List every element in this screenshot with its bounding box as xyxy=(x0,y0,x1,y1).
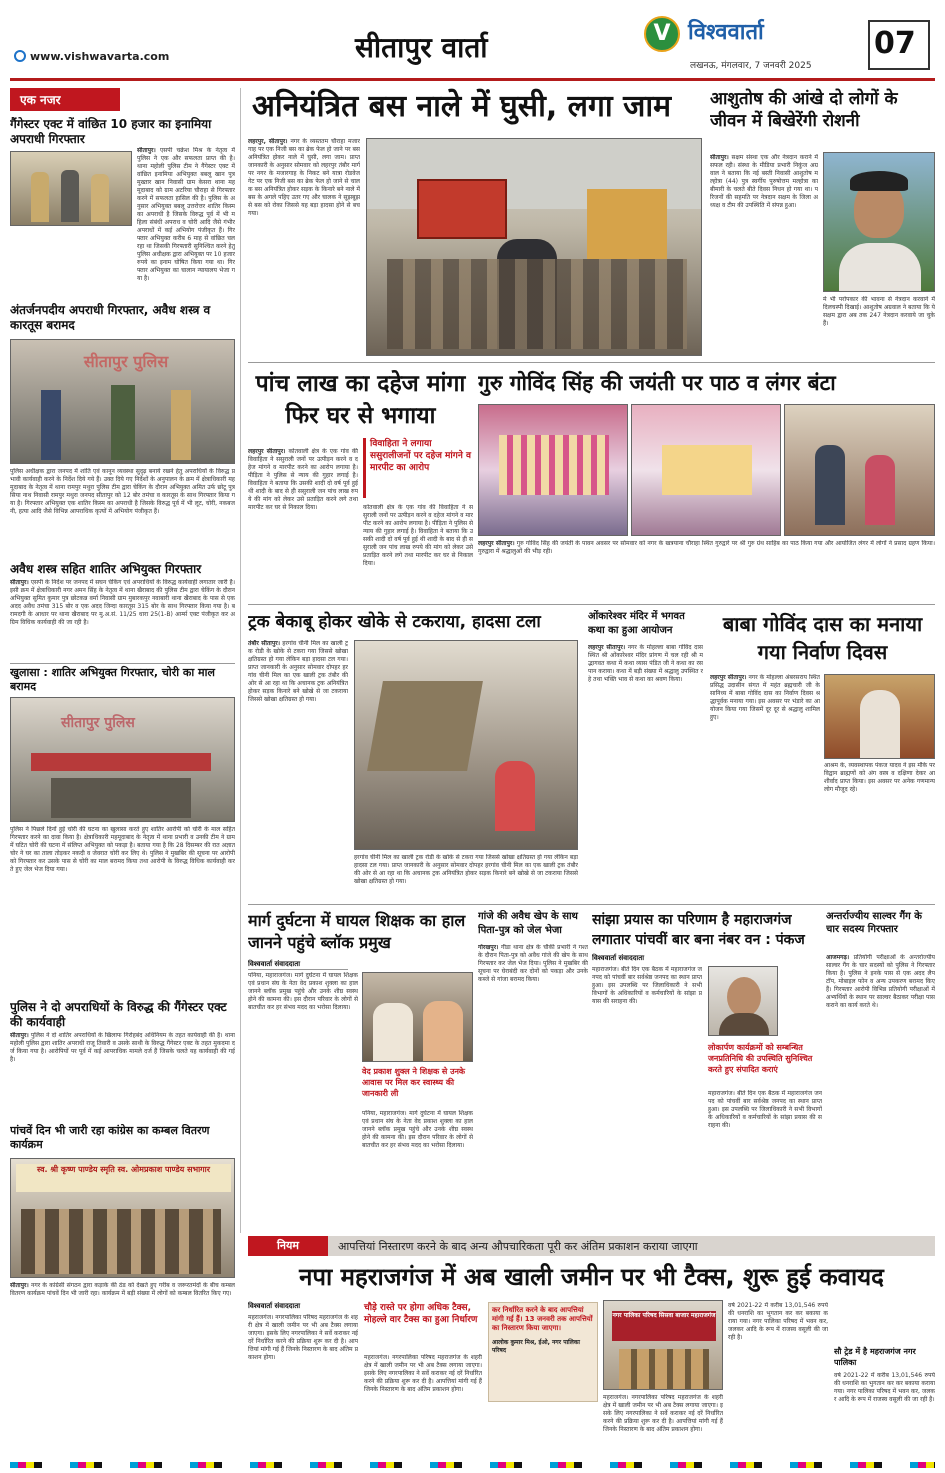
bus-story xyxy=(248,88,703,358)
omkar-story xyxy=(588,610,703,900)
dowry-body-cont: कोतवाली क्षेत्र के एक गांव की विवाहिता ने ससुराली जनों पर उत्पीड़न करने व दहेज मांगने व मारपीट करने का आरोप लगाया है। पीड़िता ने पुलिस से न्याय की गुहार लगाई है। विवाहिता ने बताया कि उसकी शादी दो वर्ष पूर्व हुई थी शादी के बाद से ही ससुराली जन पांच लाख रुपये की मांग को लेकर उसे प्रताड़ित करने लगे तथा मारपीट कर घर से निकाल दिया। xyxy=(363,504,473,567)
section-title: सीतापुर वार्ता xyxy=(355,31,488,64)
teacher-body: पनिया, महाराजगंज। मार्ग दुर्घटना में घायल शिक्षक एवं प्रधान संघ के नेता वेद प्रकाश शुक्ला का हाल जानने ब्लॉक प्रमुख पहुंचे और उनके शीघ्र स्वस्थ होने की कामना की। इस दौरान परिवार के लोगों से बातचीत कर हर संभव मदद का भरोसा दिलाया। xyxy=(248,972,358,1011)
omkar-headline: ओंकारेश्वर मंदिर में भगवत कथा का हुआ आयोजन xyxy=(588,611,685,636)
bus-photo xyxy=(366,138,702,356)
ashu-body: सीतापुर। सक्षम संस्था एक और नेत्रदान कराने में सफल रही। संस्था के मीडिया प्रभारी निकुंज अग्रवाल ने बताया कि नई बस्ती निवासी आशुतोष मल्होत्रा (44) पुत्र स्वर्गीय पुरुषोत्तम मल्होत्रा का बीमारी के चलते बीते दिवस निधन हो गया था। परिजनों की सहमति पर नेत्रदान सक्षम के जिला अध्यक्ष व टीम की उपस्थिति में संपन्न हुआ। xyxy=(710,154,818,209)
url-text: www.vishwavarta.com xyxy=(30,50,170,63)
guru-photo-3 xyxy=(784,404,935,536)
sanjha-body: महाराजगंज। बीते दिन एक बैठक में महाराजगंज जनपद को पांचवीं बार सर्वश्रेष्ठ जनपद का स्थान प्राप्त हुआ। इस उपलब्धि पर जिलाधिकारी ने सभी विभागों के अधिकारियों व कर्मचारियों के सांझा प्रयास की सराहना की। xyxy=(592,966,702,1005)
s2-headline: अंतर्जनपदीय अपराधी गिरफ्तार, अवैध शस्त्र व कारतूस बरामद xyxy=(10,303,211,332)
s4-photo xyxy=(10,697,235,822)
s1-photo xyxy=(10,151,132,226)
teacher-story xyxy=(248,910,473,1232)
s5-body: सीतापुर। पुलिस ने दो शातिर अपराधियों के खिलाफ गिरोहबंद अधिनियम के तहत कार्यवाही की है। थाना महोली पुलिस द्वारा शातिर अपराधी राजू तिवारी व उसके साथी के विरुद्ध गैंगेस्टर एक्ट के तहत मुकदमा दर्ज किया गया है। आरोपियों पर पूर्व में कई आपराधिक मामले दर्ज हैं जिसके चलते यह कार्यवाही की गई है। xyxy=(10,1032,235,1063)
page-number: 07 xyxy=(874,26,916,61)
sanjha-quote: लोकार्पण कार्यक्रमों को सम्बन्धित जनप्रतिनिधि की उपस्थिति सुनिश्चित करते हुए संपादित कराएं xyxy=(708,1043,813,1074)
baba-body2: आश्रम के, व्यवस्थापक पंकज यादव ने इस मौके पर विद्वान ब्राह्मणों को अंग वस्त्र व दक्षिणा देकर आशीर्वाद प्राप्त किया। इस अवसर पर अनेक गणमान्य लोग मौजूद रहे। xyxy=(824,762,935,793)
bus-headline: अनियंत्रित बस नाले में घुसी, लगा जाम xyxy=(252,89,672,124)
website-url[interactable] xyxy=(14,50,169,63)
teacher-photo xyxy=(362,972,473,1062)
s6-body: सीतापुर। नगर के कांग्रेसी संगठन द्वारा कड़ाके की ठंड को देखते हुए गरीब व जरूरतमंदों के बीच कम्बल वितरण कार्यक्रम पांचवें दिन भी जारी रहा। कार्यक्रम में बड़ी संख्या में लोगों को कम्बल वितरित किए गए। xyxy=(10,1282,235,1297)
tax-side-headline: सौ ट्रेड में है महराजगंज नगर पालिका xyxy=(834,1347,916,1367)
masthead-rule xyxy=(10,78,935,81)
ashu-portrait xyxy=(823,152,935,292)
dowry-quote xyxy=(363,438,473,498)
tax-tag: नियम xyxy=(248,1236,328,1256)
s2-banner-watermark: सीतापुर पुलिस xyxy=(83,352,169,371)
baba-body: लहरपुर सीतापुर। नगर के मोहल्ला अंबरसराय स्थित प्रसिद्ध उदासीन संगत में महंत ब्रह्मचारी जी के सानिध्य में बाबा गोविंद दास का निर्वाण दिवस श्रद्धापूर्वक मनाया गया। इस अवसर पर भंडारे का आयोजन किया गया जिसमें दूर दूर से श्रद्धालु शामिल हुए। xyxy=(710,674,820,721)
ganja-headline: गांजे की अवैध खेप के साथ पिता-पुत्र को जेल भेजा xyxy=(478,911,578,936)
s6-headline: पांचवें दिन भी जारी रहा कांग्रेस का कम्बल वितरण कार्यक्रम xyxy=(10,1124,210,1151)
truck-headline: ट्रक बेकाबू होकर खोके से टकराया, हादसा टला xyxy=(248,612,541,632)
masthead xyxy=(0,0,945,80)
tax-building-board: नगर पालिका परिषद सिसवा बाजार महाराजगंज xyxy=(612,1311,716,1341)
s5-headline: पुलिस ने दो अपराधियों के विरुद्ध की गैंगेस्टर एक्ट की कार्यवाही xyxy=(10,1000,227,1029)
truck-photo xyxy=(354,640,578,850)
ashutosh-story xyxy=(710,88,935,358)
teacher-body-cont: पनिया, महाराजगंज। मार्ग दुर्घटना में घायल शिक्षक एवं प्रधान संघ के नेता वेद प्रकाश शुक्ला का हाल जानने ब्लॉक प्रमुख पहुंचे और उनके शीघ्र स्वस्थ होने की कामना की। इस दौरान परिवार के लोगों से बातचीत कर हर संभव मदद का भरोसा दिलाया। xyxy=(362,1110,473,1149)
brand-logo-icon: V xyxy=(644,16,680,52)
tax-signature: आलोक कुमार मिश्र, ईओ, नगर पालिका परिषद xyxy=(492,1339,580,1354)
dowry-quote-text: विवाहिता ने लगाया ससुरालीजनों पर दहेज मांगने व मारपीट का आरोप xyxy=(370,439,471,473)
s6-banner-text: स्व. श्री कृष्ण पाण्डेय स्मृति स्व. ओमप्रकाश पाण्डेय सभागार xyxy=(16,1164,231,1192)
tax-kicker-bar xyxy=(248,1236,935,1256)
tax-body-2: महराजगंज। नगरपालिका परिषद महराजगंज के शहरी क्षेत्र में खाली जमीन पर भी अब टैक्स लगाया जाएगा। इसके लिए नगरपालिका ने सर्वे कराकर नई दरें निर्धारित करने की प्रक्रिया शुरू कर दी है। आपत्तियां मांगी गई हैं जिनके निस्तारण के बाद अंतिम प्रकाशन होगा। xyxy=(603,1394,723,1433)
dowry-story xyxy=(248,368,473,600)
tax-body-3: वर्ष 2021-22 में करीब 13,01,546 रुपये की धनराशि का भुगतान कर कर बकाया कराया गया। नगर पालिका परिषद में भवन कर, जलकर आदि के रूप में राजस्व वसूली की जा रही है। xyxy=(728,1302,828,1341)
guru-headline: गुरु गोविंद सिंह की जयंती पर पाठ व लंगर बंटा xyxy=(478,371,836,395)
tax-body-cont: महराजगंज। नगरपालिका परिषद महराजगंज के शहरी क्षेत्र में खाली जमीन पर भी अब टैक्स लगाया जाएगा। इसके लिए नगरपालिका ने सर्वे कराकर नई दरें निर्धारित करने की प्रक्रिया शुरू कर दी है। आपत्तियां मांगी गई हैं जिनके निस्तारण के बाद अंतिम प्रकाशन होगा। xyxy=(364,1354,482,1393)
teacher-caption: वेद प्रकाश शुक्ल ने शिक्षक से उनके आवास पर मिल कर स्वास्थ्य की जानकारी ली xyxy=(362,1067,466,1098)
guru-body: लहरपुर सीतापुर। गुरु गोविंद सिंह की जयंती के पावन अवसर पर सोमवार को नगर के खत्रयाना चौराहा स्थित गुरुद्वारे पर श्री गुरु ग्रंथ साहिब का पाठ किया गया और आयोजित लंगर में लोगों ने प्रसाद ग्रहण किया। गुरुद्वारा में श्रद्धालुओं की भीड़ रही। xyxy=(478,540,935,555)
s4-caption: खुलासा : शातिर अभियुक्त गिरफ्तार, चोरी का माल बरामद xyxy=(10,663,235,693)
rule xyxy=(248,604,935,605)
tax-body-4: वर्ष 2021-22 में करीब 13,01,546 रुपये की धनराशि का भुगतान कर कर बकाया कराया गया। नगर पालिका परिषद में भवन कर, जलकर आदि के रूप में राजस्व वसूली की जा रही है। xyxy=(834,1372,935,1403)
ie-logo-icon xyxy=(14,50,26,62)
truck-body: तंबौर सीतापुर। हरगांव चीनी मिल का खाली ट्रक रोडी के खोके से टकरा गया जिससे खोखा क्षतिग्रस्त हो गया लेकिन बड़ा हादसा टल गया। प्राप्त जानकारी के अनुसार सोमवार दोपहर हरगांव चीनी मिल का एक खाली ट्रक तंबौर की ओर से आ रहा था कि अचानक ट्रक अनियंत्रित होकर सड़क किनारे बने खोखे से जा टकराया जिससे खोखा क्षतिग्रस्त हो गया। xyxy=(248,640,348,703)
tax-quote2: कर निर्धारित करने के बाद आपत्तियां मांगी गई हैं। 13 जनवरी तक आपत्तियों का निस्तारण किया जाएगा। xyxy=(492,1306,593,1332)
dowry-headline: पांच लाख का दहेज मांगा फिर घर से भगाया xyxy=(255,371,466,429)
rule xyxy=(248,362,935,363)
col-divider xyxy=(240,88,241,1233)
ganja-body: गोरखपुर। गीडा थाना क्षेत्र के चौकी प्रभारी ने गश्त के दौरान पिता-पुत्र को अवैध गांजे की खेप के साथ गिरफ्तार कर जेल भेज दिया। पुलिस ने मुखबिर की सूचना पर घेराबंदी कर दोनों को पकड़ा और उनके कब्जे से गांजा बरामद किया। xyxy=(478,944,588,983)
brand-name: विश्ववार्ता xyxy=(688,20,764,45)
tax-quote1: चौड़े रास्ते पर होगा अधिक टैक्स, मोहल्ले वार टैक्स का हुआ निर्धारण xyxy=(364,1303,478,1325)
s3-body: सीतापुर। एसपी के निर्देश पर जनपद में सघन चेकिंग एवं अपराधियों के विरुद्ध कार्यवाही लगातार जारी है। इसी क्रम में क्षेत्राधिकारी नगर अमन सिंह के नेतृत्व में थाना खैराबाद की पुलिस टीम द्वारा चेकिंग के दौरान अभियुक्त सुमित कुमार पुत्र छोटकन्न वर्मा निवासी ग्राम मुबारकपुर नवाबारी थाना खैराबाद के पास से एक अदद अवैध तमंचा 315 बोर व एक अदद जिन्दा कारतूस 315 बोर के साथ गिरफ्तार किया गया है। बरामदगी के आधार पर थाना खैराबाद पर मु.अ.सं. 11/25 धारा 25(1-B) आर्म्स एक्ट पंजीकृत कर अग्रिम विधिक कार्यवाही की जा रही है। xyxy=(10,579,235,626)
s2-photo xyxy=(10,339,235,464)
ashu-body2: मे भी परोपकार की भावना से नेत्रदान करवाने में दिलचस्पी दिखाई। आशुतोष अग्रवाल ने बताया कि ये सक्षम द्वारा अब तक 247 नेत्रदान करवाये जा चुके हैं। xyxy=(823,296,935,327)
truck-body-cont: हरगांव चीनी मिल का खाली ट्रक रोडी के खोके से टकरा गया जिससे खोखा क्षतिग्रस्त हो गया लेकिन बड़ा हादसा टल गया। प्राप्त जानकारी के अनुसार सोमवार दोपहर हरगांव चीनी मिल का एक खाली ट्रक तंबौर की ओर से आ रहा था कि अचानक ट्रक अनियंत्रित होकर सड़क किनारे बने खोखे से जा टकराया जिससे खोखा क्षतिग्रस्त हो गया। xyxy=(354,854,578,885)
dateline: लखनऊ, मंगलवार, 7 जनवरी 2025 xyxy=(690,61,812,71)
sanjha-portrait xyxy=(708,966,778,1036)
ganja-story xyxy=(478,910,588,1232)
s4-banner-watermark: सीतापुर पुलिस xyxy=(61,715,135,731)
sanjha-story xyxy=(592,910,822,1232)
tax-body: महराजगंज। नगरपालिका परिषद महराजगंज के शहरी क्षेत्र में खाली जमीन पर भी अब टैक्स लगाया जाएगा। इसके लिए नगरपालिका ने सर्वे कराकर नई दरें निर्धारित करने की प्रक्रिया शुरू कर दी है। आपत्तियां मांगी गई हैं जिनके निस्तारण के बाद अंतिम प्रकाशन होगा। xyxy=(248,1314,358,1361)
s1-headline: गैंगेस्टर एक्ट में वांछित 10 हजार का इनामिया अपराधी गिरफ्तार xyxy=(10,117,212,146)
tax-story xyxy=(248,1236,935,1466)
s3-headline: अवैध शस्त्र सहित शातिर अभियुक्त गिरफ्तार xyxy=(10,562,202,576)
ashu-headline: आशुतोष की आंखे दो लोगों के जीवन में बिखेरेंगी रोशनी xyxy=(710,89,898,131)
teacher-dateline: विश्ववार्ता संवाददाता xyxy=(248,960,348,970)
sanjha-dateline: विश्ववार्ता संवाददाता xyxy=(592,954,645,962)
tax-kicker: आपत्तियां निस्तारण करने के बाद अन्य औपचारिकता पूरी कर अंतिम प्रकाशन कराया जाएगा xyxy=(338,1240,698,1253)
truck-story xyxy=(248,610,578,900)
baba-story xyxy=(710,610,935,900)
rule xyxy=(248,904,935,905)
s4-body: पुलिस ने पिछले दिनों हुई चोरी की घटना का खुलासा करते हुए शातिर आरोपी को चोरी के माल सहित गिरफ्तार करने का दावा किया है। क्षेत्राधिकारी महमूदाबाद के नेतृत्व में थाना प्रभारी व उनकी टीम ने ग्राम में घटित चोरी की घटना में संलिप्त अभियुक्त को पकड़ा है। बताया गया है कि 28 दिसम्बर की रात अज्ञात चोर ने घर का ताला तोड़कर नकदी व जेवरात चोरी कर लिए थे। पुलिस ने मुखबिर की सूचना पर आरोपी को गिरफ्तार कर उसके पास से चोरी का माल बरामद किया तथा आरोपी के विरुद्ध विधिक कार्यवाही करते हुए जेल भेज दिया गया। xyxy=(10,826,235,873)
antar-headline: अन्तर्राज्यीय साल्वर गैंग के चार सदस्य गिरफ्तार xyxy=(826,911,922,935)
teacher-headline: मार्ग दुर्घटना में घायल शिक्षक का हाल जानने पहुंचे ब्लॉक प्रमुख xyxy=(248,911,466,952)
s2-body: पुलिस अधीक्षक द्वारा जनपद में शांति एवं कानून व्यवस्था सुदृढ़ बनाये रखने हेतु अपराधियों के विरुद्ध प्रभावी कार्यवाही करने के निर्देश दिये गये हैं। उक्त दिये गए निर्देशों के अनुपालन के क्रम में क्षेत्राधिकारी महमूदाबाद के नेतृत्व में थाना रामपुर मथुरा पुलिस टीम द्वारा चेकिंग के दौरान अभियुक्त अमित उर्फ छोटू पुत्र सिया नाथ निवासी रामपुर मथुरा जनपद सीतापुर को 12 बोर तमंचा व कारतूस के साथ गिरफ्तार किया गया है। गिरफ्तार अभियुक्त एक शातिर किस्म का अपराधी है जिसके विरुद्ध पूर्व में भी लूट, चोरी, नकबजनी, हत्या आदि जैसे विभिन्न आपराधिक कृत्यों में अभियोग पंजीकृत हैं। xyxy=(10,468,235,515)
ek-nazar-tag: एक नजर xyxy=(10,88,120,111)
guru-photo-2 xyxy=(631,404,781,536)
dowry-body: लहरपुर सीतापुर। कोतवाली क्षेत्र के एक गांव की विवाहिता ने ससुराली जनों पर उत्पीड़न करने व दहेज मांगने व मारपीट करने का आरोप लगाया है। पीड़िता ने पुलिस से न्याय की गुहार लगाई है। विवाहिता ने बताया कि उसकी शादी दो वर्ष पूर्व हुई थी शादी के बाद से ही ससुराली जन पांच लाख रुपये की मांग को लेकर उसे प्रताड़ित करने लगे तथा मारपीट कर घर से निकाल दिया। xyxy=(248,448,358,511)
s1-body: सीतापुर। एसपी चक्रेश मिश्र के नेतृत्व में पुलिस ने एक और सफलता प्राप्त की है। थाना महोली पुलिस टीम ने गैंगेस्टर एक्ट में वांछित इनामिया अभियुक्त बबलू खान पुत्र मुख्तार खान निवासी ग्राम केसरा थाना महमूदाबाद को ग्राम अटरिया चौराहा से गिरफ्तार करने में सफलता हासिल की है। पुलिस के अनुसार अभियुक्त बबलू उत्तरोत्तर शातिर किस्म का अपराधी है जिसके विरुद्ध पूर्व में भी महिला संबंधी अपराध व चोरी आदि जैसे गंभीर अपराधों में कई अभियोग पंजीकृत हैं। गिरफ्तार अभियुक्त करीब 6 माह से वांछित चल रहा था जिसकी गिरफ्तारी सुनिश्चित करने हेतु पुलिस अधीक्षक द्वारा अभियुक्त पर 10 हजार रुपये का इनाम घोषित किया गया था। गिरफ्तार अभियुक्त का चालान न्यायालय भेजा गया है। xyxy=(137,147,235,282)
sanjha-body-cont: महाराजगंज। बीते दिन एक बैठक में महाराजगंज जनपद को पांचवीं बार सर्वश्रेष्ठ जनपद का स्थान प्राप्त हुआ। इस उपलब्धि पर जिलाधिकारी ने सभी विभागों के अधिकारियों व कर्मचारियों के सांझा प्रयास की सराहना की। xyxy=(708,1090,822,1129)
s6-photo xyxy=(10,1158,235,1278)
tax-headline: नपा महराजगंज में अब खाली जमीन पर भी टैक्स, शुरू हुई कवायद xyxy=(299,1263,884,1291)
tax-quote2-box xyxy=(488,1302,598,1402)
tax-building-photo xyxy=(603,1300,723,1390)
sanjha-headline: सांझा प्रयास का परिणाम है महाराजगंज लगातार पांचवीं बार बना नंबर वन : पंकज xyxy=(592,912,805,948)
bus-body: लहरपुर, सीतापुर। नगर के व्यस्ततम चौराहा मजारगाह पर एक निजी बस का ब्रेक फेल हो जाने पर बस अनियंत्रित होकर नाले में घुसी, लगा जाम। प्राप्त जानकारी के अनुसार सोमवार को लहरपुर तंबौर मार्ग पर नगर के मजारगाह के निकट बने यात्रा रोडवेज गेट पर एक निजी बस का ब्रेक फेल हो जाने से चालक बस अनियंत्रित होकर सड़क के किनारे बने नाले में बस के अगले पहिए उतर गए और चालक ने सूझबूझ से बस को रोका जिससे यह बड़ा हादसा होने से बच गया। xyxy=(248,138,360,217)
antar-story xyxy=(826,910,935,1232)
baba-headline: बाबा गोविंद दास का मनाया गया निर्वाण दिवस xyxy=(722,612,923,664)
guru-photo-1 xyxy=(478,404,628,536)
tax-dateline: विश्ववार्ता संवाददाता xyxy=(248,1302,301,1310)
baba-photo xyxy=(824,674,935,759)
guru-story xyxy=(478,368,935,600)
omkar-body: लहरपुर सीतापुर। नगर के मोहल्ला बाबा गोविंद दास स्थित श्री ओंकारेश्वर मंदिर प्रांगण में चल रही श्री मद्भागवत कथा में कथा व्यास पंडित जी ने कथा का रसपान कराया। कथा में बड़ी संख्या में श्रद्धालु उपस्थित रहे तथा भक्ति भाव से कथा का श्रवण किया। xyxy=(588,644,703,683)
color-registration-bar xyxy=(10,1462,935,1468)
antar-body: आजमगढ़। प्रतियोगी परीक्षाओं के अन्तर्राज्यीय साल्वर गैंग के चार सदस्यों को पुलिस ने गिरफ्तार किया है। पुलिस ने इनके पास से एक अदद लैपटॉप, मोबाइल फोन व अन्य उपकरण बरामद किए हैं। गिरफ्तार आरोपी विभिन्न प्रतियोगी परीक्षाओं में अभ्यर्थियों के स्थान पर साल्वर बैठाकर परीक्षा पास कराने का कार्य करते थे। xyxy=(826,954,935,1009)
left-column xyxy=(10,88,235,1463)
